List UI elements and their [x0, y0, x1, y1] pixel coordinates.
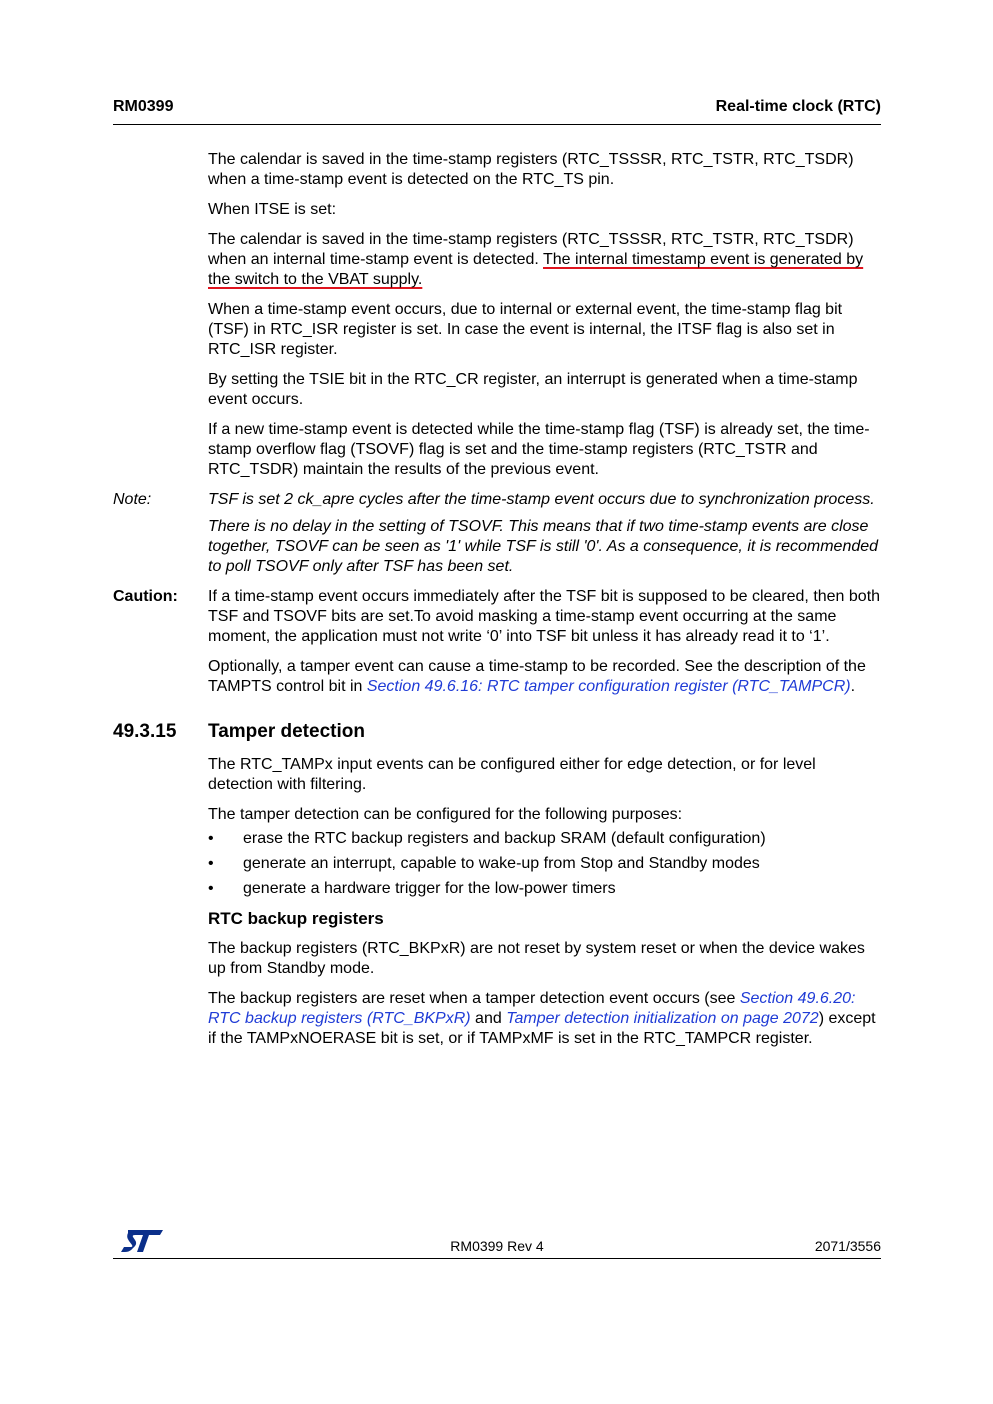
section-link[interactable]: Section 49.6.16: RTC tamper configuration register (RTC_TAMPCR) [366, 678, 851, 695]
note-label: Note: [113, 491, 152, 508]
doc-revision: RM0399 Rev 4 [450, 1238, 544, 1254]
paragraph: The calendar is saved in the time-stamp registers (RTC_TSSSR, RTC_TSTR, RTC_TSDR) when a time-stamp event is detected on the RTC_TS pin. [208, 151, 854, 188]
list-item: • generate a hardware trigger for the low-power timers [208, 879, 881, 899]
paragraph: Optionally, a tamper event can cause a time-stamp to be recorded. See the description of the TAMPTS control bit in Section 49.6.16: RTC tamper configuration register (RTC_TAMPCR). [208, 658, 866, 695]
paragraph: When ITSE is set: [208, 201, 337, 218]
section-link[interactable]: Section 49.6.20: RTC backup registers (RTC_BKPxR) [208, 990, 856, 1027]
paragraph: When a time-stamp event occurs, due to internal or external event, the time-stamp flag bit (TSF) in RTC_ISR register is set. In case the event is internal, the ITSF flag is also set in RTC_ISR register. [208, 301, 843, 358]
highlighted-sentence: The internal timestamp event is generated by the switch to the VBAT supply. [208, 251, 864, 288]
paragraph: The backup registers (RTC_BKPxR) are not reset by system reset or when the device wakes up from Standby mode. [208, 940, 865, 977]
page-footer [113, 1226, 881, 1259]
section-number: 49.3.15 [113, 721, 177, 742]
subsection-heading: RTC backup registers [208, 909, 384, 928]
note-block [113, 490, 881, 587]
doc-id: RM0399 [113, 98, 174, 115]
paragraph: The backup registers are reset when a tamper detection event occurs (see Section 49.6.20: RTC backup registers (RTC_BKPxR) and Tamper detection initialization on page 2072) except if the TAMPxNOERASE bit is set, or if TAMPxMF is set in the RTC_TAMPCR register. [208, 990, 876, 1047]
section-heading-title: Tamper detection [208, 721, 365, 742]
page-number: 2071/3556 [814, 1238, 881, 1254]
paragraph: The tamper detection can be configured for the following purposes: [208, 806, 683, 823]
list-item: • erase the RTC backup registers and backup SRAM (default configuration) [208, 829, 881, 849]
page-content [113, 150, 881, 1059]
caution-label: Caution: [113, 588, 178, 605]
caution-text: If a time-stamp event occurs immediately after the TSF bit is supposed to be cleared, then both TSF and TSOVF bits are set.To avoid masking a time-stamp event occurring at the same moment, the application must not write ‘0’ into TSF bit unless it has already read it to ‘1’. [208, 588, 881, 645]
caution-block [113, 587, 881, 707]
paragraph: The RTC_TAMPx input events can be configured either for edge detection, or for level detection with filtering. [208, 756, 816, 793]
paragraph: The calendar is saved in the time-stamp registers (RTC_TSSSR, RTC_TSTR, RTC_TSDR) when an internal time-stamp event is detected. The internal timestamp event is generated by the switch to the VBAT supply. [208, 231, 864, 288]
page-header [113, 98, 881, 125]
list-item: • generate an interrupt, capable to wake-up from Stop and Standby modes [208, 854, 881, 874]
bullet-list [208, 829, 881, 899]
paragraph: If a new time-stamp event is detected while the time-stamp flag (TSF) is already set, the time-stamp overflow flag (TSOVF) flag is set and the time-stamp registers (RTC_TSTR and RTC_TSDR) maintain the results of the previous event. [208, 421, 870, 478]
note-text: TSF is set 2 ck_apre cycles after the time-stamp event occurs due to synchronization process. [208, 491, 875, 508]
section-heading [113, 721, 881, 743]
section-title: Real-time clock (RTC) [715, 98, 881, 115]
note-text: There is no delay in the setting of TSOVF. This means that if two time-stamp events are close together, TSOVF can be seen as '1' while TSF is still '0'. As a consequence, it is recommended to poll TSOVF only after TSF has been set. [208, 518, 879, 575]
page-link[interactable]: Tamper detection initialization on page 2072 [506, 1010, 819, 1027]
paragraph: By setting the TSIE bit in the RTC_CR register, an interrupt is generated when a time-stamp event occurs. [208, 371, 858, 408]
